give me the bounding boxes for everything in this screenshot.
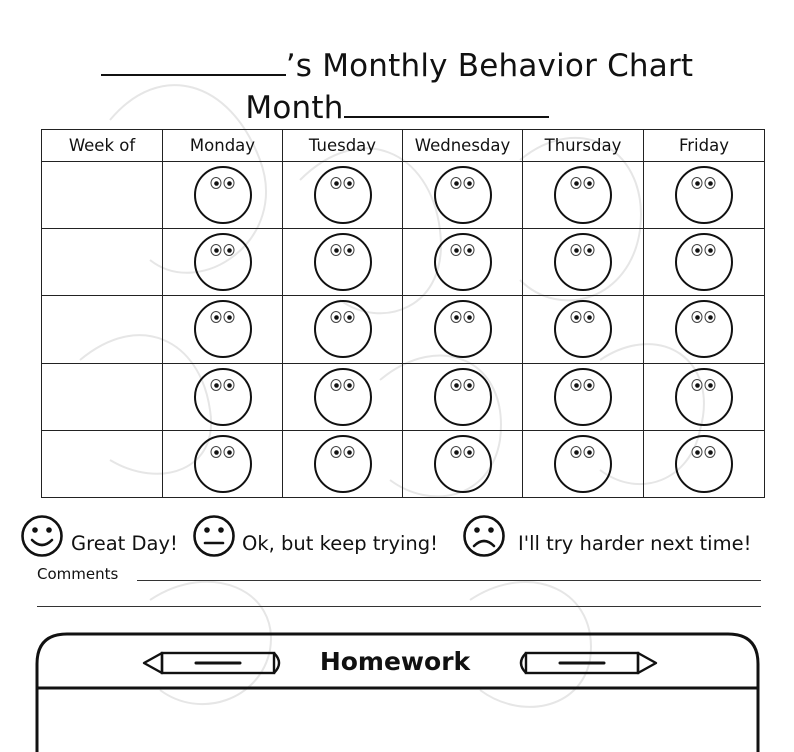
title-text: ’s Monthly Behavior Chart <box>285 48 694 84</box>
blank-face-icon <box>193 434 253 494</box>
blank-face-icon <box>433 299 493 359</box>
table-header-row <box>42 130 765 162</box>
neutral-face-icon <box>192 514 236 558</box>
day-cell-monday[interactable] <box>163 430 283 497</box>
comments-line-1[interactable] <box>137 580 761 581</box>
week-of-cell[interactable] <box>42 430 163 497</box>
month-blank[interactable] <box>344 112 549 118</box>
day-cell-tuesday[interactable] <box>283 363 403 430</box>
legend-great-label: Great Day! <box>71 532 178 555</box>
month-label: Month <box>245 90 344 126</box>
day-cell-thursday[interactable] <box>523 363 644 430</box>
blank-face-icon <box>193 367 253 427</box>
day-cell-wednesday[interactable] <box>403 229 523 296</box>
blank-face-icon <box>433 434 493 494</box>
blank-face-icon <box>553 165 613 225</box>
homework-box <box>0 620 794 752</box>
comments-line-2[interactable] <box>37 606 761 607</box>
day-cell-tuesday[interactable] <box>283 229 403 296</box>
blank-face-icon <box>193 165 253 225</box>
day-cell-monday[interactable] <box>163 229 283 296</box>
pencil-left-icon <box>140 650 290 676</box>
pencil-right-icon <box>510 650 660 676</box>
sad-face-icon <box>462 514 506 558</box>
blank-face-icon <box>433 367 493 427</box>
day-cell-friday[interactable] <box>644 363 765 430</box>
day-cell-thursday[interactable] <box>523 229 644 296</box>
day-cell-tuesday[interactable] <box>283 296 403 363</box>
day-cell-thursday[interactable] <box>523 430 644 497</box>
table-row <box>42 430 765 497</box>
table-row <box>42 363 765 430</box>
day-cell-monday[interactable] <box>163 296 283 363</box>
blank-face-icon <box>553 299 613 359</box>
day-cell-wednesday[interactable] <box>403 363 523 430</box>
blank-face-icon <box>674 367 734 427</box>
blank-face-icon <box>433 232 493 292</box>
smiley-face-icon <box>20 514 64 558</box>
blank-face-icon <box>193 232 253 292</box>
blank-face-icon <box>193 299 253 359</box>
header-week-of: Week of <box>42 130 163 162</box>
header-monday: Monday <box>163 130 283 162</box>
blank-face-icon <box>674 299 734 359</box>
header-wednesday: Wednesday <box>403 130 523 162</box>
table-row <box>42 162 765 229</box>
legend-try <box>462 514 751 558</box>
day-cell-wednesday[interactable] <box>403 430 523 497</box>
day-cell-wednesday[interactable] <box>403 162 523 229</box>
blank-face-icon <box>674 165 734 225</box>
week-of-cell[interactable] <box>42 229 163 296</box>
day-cell-friday[interactable] <box>644 430 765 497</box>
day-cell-friday[interactable] <box>644 229 765 296</box>
day-cell-thursday[interactable] <box>523 296 644 363</box>
legend-great <box>20 514 178 558</box>
day-cell-thursday[interactable] <box>523 162 644 229</box>
week-of-cell[interactable] <box>42 296 163 363</box>
header-friday: Friday <box>644 130 765 162</box>
legend-try-label: I'll try harder next time! <box>518 532 752 555</box>
page-title <box>0 48 794 84</box>
blank-face-icon <box>433 165 493 225</box>
comments-label: Comments <box>37 565 119 583</box>
blank-face-icon <box>674 434 734 494</box>
table-body <box>42 162 765 498</box>
day-cell-wednesday[interactable] <box>403 296 523 363</box>
blank-face-icon <box>313 165 373 225</box>
header-tuesday: Tuesday <box>283 130 403 162</box>
week-of-cell[interactable] <box>42 162 163 229</box>
blank-face-icon <box>553 434 613 494</box>
behavior-chart-table <box>41 129 765 498</box>
day-cell-friday[interactable] <box>644 296 765 363</box>
blank-face-icon <box>313 434 373 494</box>
legend-ok-label: Ok, but keep trying! <box>242 532 438 555</box>
homework-title: Homework <box>319 647 471 676</box>
legend-ok <box>192 514 438 558</box>
blank-face-icon <box>674 232 734 292</box>
week-of-cell[interactable] <box>42 363 163 430</box>
name-blank[interactable] <box>101 70 286 76</box>
month-line <box>0 90 794 126</box>
table-row <box>42 296 765 363</box>
legend <box>20 514 780 558</box>
blank-face-icon <box>313 367 373 427</box>
blank-face-icon <box>313 299 373 359</box>
blank-face-icon <box>553 367 613 427</box>
day-cell-friday[interactable] <box>644 162 765 229</box>
day-cell-tuesday[interactable] <box>283 162 403 229</box>
table-row <box>42 229 765 296</box>
day-cell-tuesday[interactable] <box>283 430 403 497</box>
day-cell-monday[interactable] <box>163 162 283 229</box>
blank-face-icon <box>553 232 613 292</box>
header-thursday: Thursday <box>523 130 644 162</box>
blank-face-icon <box>313 232 373 292</box>
day-cell-monday[interactable] <box>163 363 283 430</box>
